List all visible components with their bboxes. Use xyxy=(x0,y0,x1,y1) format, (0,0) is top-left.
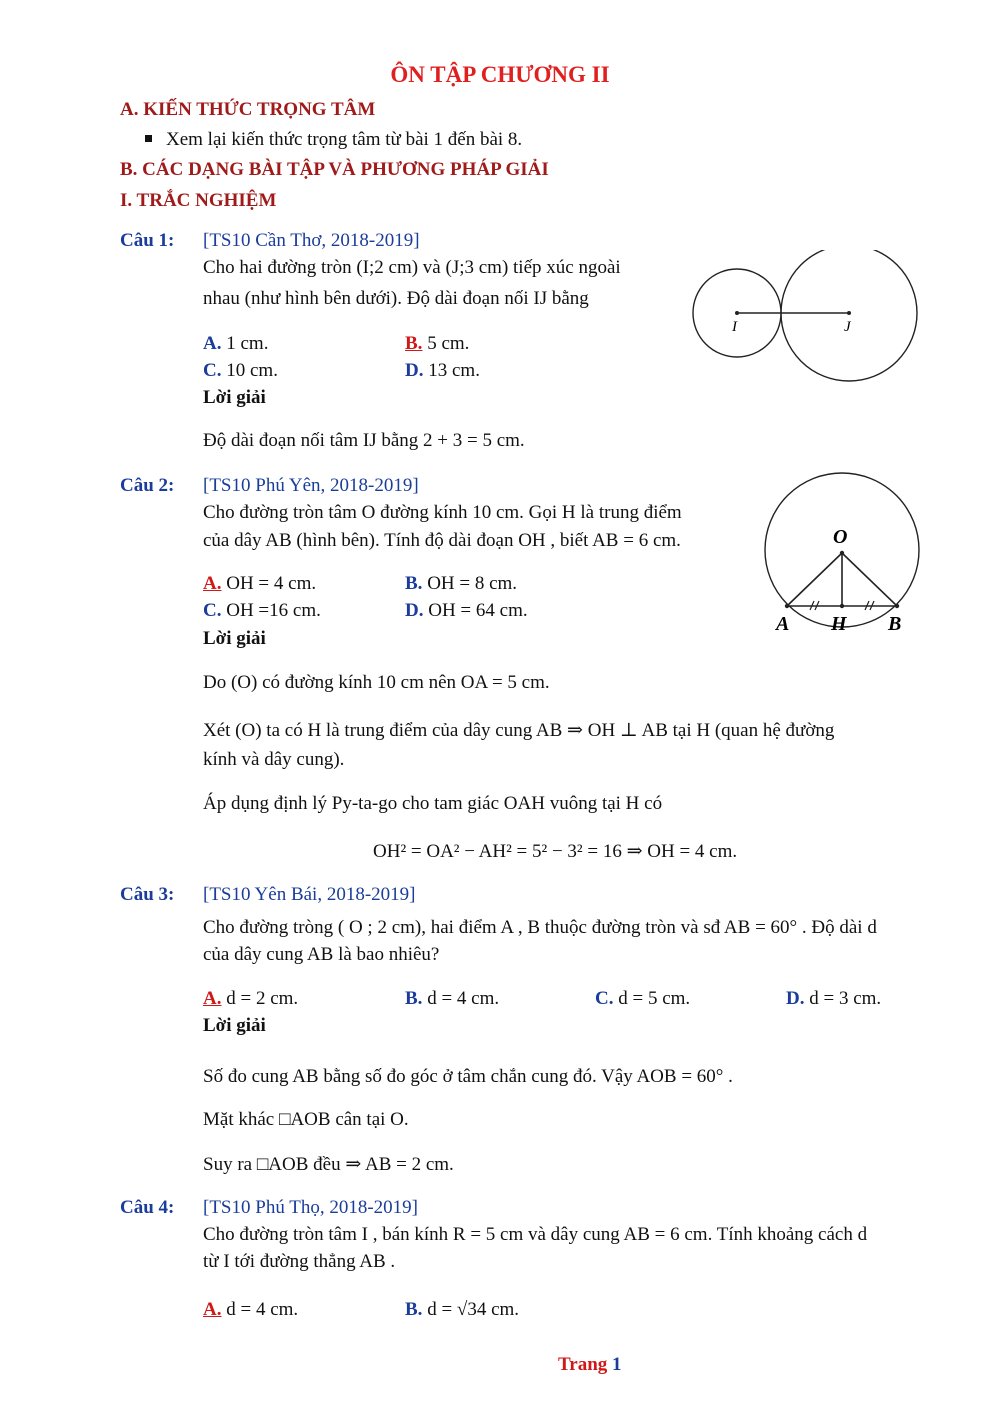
option-text: d = 2 cm. xyxy=(226,988,299,1009)
q2-formula: OH² = OA² − AH² = 5² − 3² = 16 ⇒ OH = 4 cm. xyxy=(373,841,738,862)
q3-solution-label: Lời giải xyxy=(203,1015,266,1036)
option-letter: D. xyxy=(786,988,805,1009)
q3-text-line1: Cho đường tròng ( O ; 2 cm), hai điểm A , B thuộc đường tròn và sđ AB = 60° . Độ dài d xyxy=(203,917,877,938)
q3-solution-line3: Suy ra □AOB đều ⇒ AB = 2 cm. xyxy=(203,1154,454,1175)
q1-option-d xyxy=(405,360,480,382)
option-text: d = 5 cm. xyxy=(618,988,691,1009)
option-text: 1 cm. xyxy=(226,333,269,354)
point-j xyxy=(847,311,851,315)
option-letter: A. xyxy=(203,333,222,354)
q2-source: [TS10 Phú Yên, 2018-2019] xyxy=(203,475,419,496)
label-a: A xyxy=(776,613,790,635)
q2-solution-line3: Áp dụng định lý Py-ta-go cho tam giác OAH vuông tại H có xyxy=(203,793,663,814)
option-letter: C. xyxy=(203,600,222,621)
q1-solution-text: Độ dài đoạn nối tâm IJ bằng 2 + 3 = 5 cm. xyxy=(203,430,525,451)
q2-solution-line2a: Xét (O) ta có H là trung điểm của dây cung AB ⇒ OH ⊥ AB tại H (quan hệ đường xyxy=(203,720,835,741)
square-bullet-icon xyxy=(145,135,152,142)
q4-option-a xyxy=(203,1299,298,1321)
page-number: 1 xyxy=(612,1354,622,1375)
q2-option-d xyxy=(405,600,528,622)
point-b xyxy=(895,604,899,608)
section-a-bullet-item xyxy=(145,129,522,151)
q2-text-line1: Cho đường tròn tâm O đường kính 10 cm. Gọi H là trung điểm xyxy=(203,502,682,523)
option-text: OH = 8 cm. xyxy=(427,573,518,594)
label-i: I xyxy=(732,319,737,335)
q4-text-line2: từ I tới đường thẳng AB . xyxy=(203,1251,396,1272)
q1-option-b xyxy=(405,333,469,355)
option-letter: B. xyxy=(405,1299,423,1320)
point-h xyxy=(840,604,844,608)
option-text: d = 4 cm. xyxy=(427,988,500,1009)
q2-option-a xyxy=(203,573,316,595)
label-b: B xyxy=(888,613,902,635)
q4-number: Câu 4: xyxy=(120,1197,175,1218)
q1-option-c xyxy=(203,360,278,382)
q3-option-c xyxy=(595,988,690,1010)
circle-j xyxy=(781,250,917,381)
q2-solution-label: Lời giải xyxy=(203,628,266,649)
q3-text-line2: của dây cung AB là bao nhiêu? xyxy=(203,944,440,965)
option-text: 10 cm. xyxy=(226,360,278,381)
option-letter-correct: A. xyxy=(203,1299,222,1320)
q1-text-line1: Cho hai đường tròn (I;2 cm) và (J;3 cm) tiếp xúc ngoài xyxy=(203,257,621,278)
point-o xyxy=(840,551,844,555)
q1-tangent-circles-figure xyxy=(686,250,926,390)
q4-source: [TS10 Phú Thọ, 2018-2019] xyxy=(203,1197,418,1218)
option-text: d = √34 cm. xyxy=(427,1299,520,1320)
section-b-heading: B. CÁC DẠNG BÀI TẬP VÀ PHƯƠNG PHÁP GIẢI xyxy=(120,159,549,180)
option-letter: C. xyxy=(595,988,614,1009)
section-a-heading: A. KIẾN THỨC TRỌNG TÂM xyxy=(120,99,376,120)
q3-solution-line1: Số đo cung AB bằng số đo góc ở tâm chắn cung đó. Vậy AOB = 60° . xyxy=(203,1066,733,1087)
label-h: H xyxy=(831,613,847,635)
q1-solution-label: Lời giải xyxy=(203,387,266,408)
segment-oa xyxy=(787,553,842,606)
q2-text-line2: của dây AB (hình bên). Tính độ dài đoạn OH , biết AB = 6 cm. xyxy=(203,530,681,551)
option-letter: D. xyxy=(405,600,424,621)
point-a xyxy=(785,604,789,608)
option-letter: C. xyxy=(203,360,222,381)
q2-solution-line2b: kính và dây cung). xyxy=(203,749,345,770)
option-letter: B. xyxy=(405,988,423,1009)
q4-option-b xyxy=(405,1299,519,1321)
label-j: J xyxy=(844,319,851,335)
label-o: O xyxy=(833,526,848,548)
q3-solution-line2: Mặt khác □AOB cân tại O. xyxy=(203,1109,409,1130)
footer-word: Trang xyxy=(558,1354,608,1375)
option-text: 13 cm. xyxy=(428,360,480,381)
option-letter-correct: A. xyxy=(203,573,222,594)
q1-number: Câu 1: xyxy=(120,230,175,251)
option-text: 5 cm. xyxy=(427,333,470,354)
q1-option-a xyxy=(203,333,268,355)
q1-text-line2: nhau (như hình bên dưới). Độ dài đoạn nối IJ bằng xyxy=(203,288,589,309)
q3-option-d xyxy=(786,988,881,1010)
option-text: d = 4 cm. xyxy=(226,1299,299,1320)
q2-option-b xyxy=(405,573,517,595)
q2-circle-chord-figure xyxy=(760,470,930,645)
option-letter-correct: A. xyxy=(203,988,222,1009)
q3-option-b xyxy=(405,988,499,1010)
q2-option-c xyxy=(203,600,321,622)
option-letter: B. xyxy=(405,573,423,594)
page-title: ÔN TẬP CHƯƠNG II xyxy=(390,62,610,87)
segment-ob xyxy=(842,553,897,606)
option-letter: D. xyxy=(405,360,424,381)
page-footer xyxy=(558,1354,622,1376)
q2-number: Câu 2: xyxy=(120,475,175,496)
q3-source: [TS10 Yên Bái, 2018-2019] xyxy=(203,884,416,905)
q3-number: Câu 3: xyxy=(120,884,175,905)
option-text: d = 3 cm. xyxy=(809,988,882,1009)
q4-text-line1: Cho đường tròn tâm I , bán kính R = 5 cm và dây cung AB = 6 cm. Tính khoảng cách d xyxy=(203,1224,868,1245)
q3-option-a xyxy=(203,988,298,1010)
option-text: OH =16 cm. xyxy=(226,600,321,621)
section-i-heading: I. TRẮC NGHIỆM xyxy=(120,190,277,211)
option-text: OH = 4 cm. xyxy=(226,573,317,594)
point-i xyxy=(735,311,739,315)
bullet-text: Xem lại kiến thức trọng tâm từ bài 1 đến bài 8. xyxy=(166,129,523,150)
q2-solution-line1: Do (O) có đường kính 10 cm nên OA = 5 cm. xyxy=(203,672,550,693)
q1-source: [TS10 Cần Thơ, 2018-2019] xyxy=(203,230,420,251)
option-letter-correct: B. xyxy=(405,333,423,354)
option-text: OH = 64 cm. xyxy=(428,600,528,621)
